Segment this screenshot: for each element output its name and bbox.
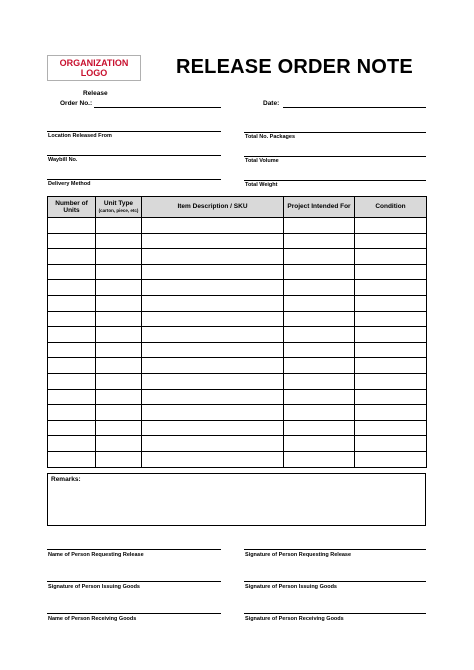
total-weight-label: Total Weight [245, 182, 278, 188]
table-cell[interactable] [96, 358, 142, 374]
release-order-label-line2: Order No.: [60, 100, 93, 107]
table-cell[interactable] [284, 264, 355, 280]
table-cell[interactable] [284, 405, 355, 421]
issuing-signature-left-field[interactable] [47, 581, 221, 582]
table-cell[interactable] [142, 249, 284, 265]
table-cell[interactable] [355, 405, 427, 421]
table-cell[interactable] [284, 218, 355, 234]
location-released-from-label: Location Released From [48, 133, 112, 139]
requesting-name-field[interactable] [47, 549, 221, 550]
unit-type-hint: (carton, piece, etc) [98, 208, 139, 213]
table-cell[interactable] [142, 405, 284, 421]
table-row [48, 280, 427, 296]
table-row [48, 358, 427, 374]
table-cell[interactable] [142, 280, 284, 296]
table-cell[interactable] [142, 264, 284, 280]
table-row [48, 264, 427, 280]
table-cell[interactable] [48, 264, 96, 280]
table-cell[interactable] [96, 451, 142, 467]
table-cell[interactable] [355, 249, 427, 265]
table-row [48, 249, 427, 265]
table-cell[interactable] [284, 358, 355, 374]
column-header-item-description: Item Description / SKU [142, 197, 284, 218]
total-volume-label: Total Volume [245, 158, 279, 164]
date-field[interactable] [283, 107, 426, 108]
table-cell[interactable] [355, 264, 427, 280]
table-cell[interactable] [284, 311, 355, 327]
waybill-no-label: Waybill No. [48, 157, 78, 163]
table-cell[interactable] [142, 342, 284, 358]
table-cell[interactable] [48, 389, 96, 405]
table-row [48, 342, 427, 358]
table-cell[interactable] [142, 327, 284, 343]
requesting-signature-label: Signature of Person Requesting Release [245, 552, 352, 558]
total-weight-field[interactable] [244, 180, 426, 181]
table-cell[interactable] [355, 420, 427, 436]
table-cell[interactable] [96, 436, 142, 452]
table-cell[interactable] [96, 420, 142, 436]
table-cell[interactable] [284, 327, 355, 343]
table-cell[interactable] [284, 233, 355, 249]
remarks-box[interactable] [47, 473, 426, 526]
waybill-no-field[interactable] [47, 155, 221, 156]
issuing-signature-left-label: Signature of Person Issuing Goods [48, 584, 140, 590]
date-label: Date: [263, 100, 280, 107]
document-title: RELEASE ORDER NOTE [176, 56, 413, 78]
receiving-signature-field[interactable] [244, 613, 426, 614]
items-table [47, 196, 427, 468]
table-cell[interactable] [284, 451, 355, 467]
table-cell[interactable] [142, 358, 284, 374]
table-row [48, 311, 427, 327]
table-row [48, 218, 427, 234]
table-cell[interactable] [96, 264, 142, 280]
total-volume-field[interactable] [244, 156, 426, 157]
requesting-name-label: Name of Person Requesting Release [48, 552, 144, 558]
table-cell[interactable] [355, 327, 427, 343]
table-cell[interactable] [355, 233, 427, 249]
table-cell[interactable] [142, 295, 284, 311]
table-cell[interactable] [96, 311, 142, 327]
release-order-field[interactable] [94, 107, 221, 108]
table-cell[interactable] [96, 389, 142, 405]
table-cell[interactable] [284, 280, 355, 296]
table-cell[interactable] [142, 451, 284, 467]
table-cell[interactable] [355, 373, 427, 389]
table-cell[interactable] [142, 373, 284, 389]
table-cell[interactable] [355, 342, 427, 358]
table-row [48, 373, 427, 389]
receiving-signature-label: Signature of Person Receiving Goods [245, 616, 344, 622]
table-cell[interactable] [48, 451, 96, 467]
table-cell[interactable] [284, 295, 355, 311]
table-cell[interactable] [284, 249, 355, 265]
table-cell[interactable] [96, 218, 142, 234]
table-row [48, 405, 427, 421]
total-packages-label: Total No. Packages [245, 134, 296, 140]
table-cell[interactable] [96, 327, 142, 343]
column-header-project-intended-for: Project Intended For [284, 197, 355, 218]
table-cell[interactable] [355, 358, 427, 374]
release-order-label-line1: Release [83, 90, 108, 97]
table-cell[interactable] [355, 280, 427, 296]
organization-logo [47, 55, 141, 81]
table-cell[interactable] [355, 218, 427, 234]
column-header-number-of-units: Number of Units [48, 197, 96, 218]
delivery-method-field[interactable] [47, 179, 221, 180]
table-cell[interactable] [355, 451, 427, 467]
table-cell[interactable] [48, 342, 96, 358]
table-cell[interactable] [48, 436, 96, 452]
table-cell[interactable] [48, 249, 96, 265]
receiving-name-field[interactable] [47, 613, 221, 614]
remarks-label: Remarks: [51, 476, 81, 483]
table-cell[interactable] [48, 373, 96, 389]
table-cell[interactable] [48, 280, 96, 296]
table-cell[interactable] [142, 233, 284, 249]
table-row [48, 436, 427, 452]
requesting-signature-field[interactable] [244, 549, 426, 550]
table-cell[interactable] [48, 233, 96, 249]
table-cell[interactable] [284, 342, 355, 358]
table-cell[interactable] [284, 389, 355, 405]
table-cell[interactable] [96, 233, 142, 249]
logo-line-2: LOGO [80, 68, 108, 78]
table-cell[interactable] [142, 436, 284, 452]
table-cell[interactable] [96, 342, 142, 358]
table-cell[interactable] [284, 436, 355, 452]
logo-line-1: ORGANIZATION [59, 58, 129, 68]
table-row [48, 327, 427, 343]
table-row [48, 233, 427, 249]
table-cell[interactable] [284, 420, 355, 436]
total-packages-field[interactable] [244, 132, 426, 133]
table-cell[interactable] [355, 311, 427, 327]
table-cell[interactable] [142, 311, 284, 327]
table-row [48, 451, 427, 467]
delivery-method-label: Delivery Method [48, 181, 91, 187]
issuing-signature-right-field[interactable] [244, 581, 426, 582]
table-row [48, 389, 427, 405]
table-cell[interactable] [48, 218, 96, 234]
table-cell[interactable] [48, 311, 96, 327]
table-cell[interactable] [48, 327, 96, 343]
table-cell[interactable] [48, 420, 96, 436]
table-cell[interactable] [142, 420, 284, 436]
table-cell[interactable] [355, 295, 427, 311]
table-cell[interactable] [355, 389, 427, 405]
location-released-from-field[interactable] [47, 131, 221, 132]
receiving-name-label: Name of Person Receiving Goods [48, 616, 137, 622]
table-cell[interactable] [96, 280, 142, 296]
table-cell[interactable] [142, 389, 284, 405]
table-cell[interactable] [96, 249, 142, 265]
table-cell[interactable] [355, 436, 427, 452]
table-cell[interactable] [96, 295, 142, 311]
table-cell[interactable] [48, 295, 96, 311]
table-cell[interactable] [48, 405, 96, 421]
table-row [48, 295, 427, 311]
table-cell[interactable] [48, 358, 96, 374]
table-cell[interactable] [96, 373, 142, 389]
issuing-signature-right-label: Signature of Person Issuing Goods [245, 584, 337, 590]
table-header-row [48, 197, 427, 218]
column-header-condition: Condition [355, 197, 427, 218]
table-cell[interactable] [284, 373, 355, 389]
table-cell[interactable] [96, 405, 142, 421]
table-cell[interactable] [142, 218, 284, 234]
table-row [48, 420, 427, 436]
column-header-unit-type: Unit Type (carton, piece, etc) [96, 197, 142, 218]
